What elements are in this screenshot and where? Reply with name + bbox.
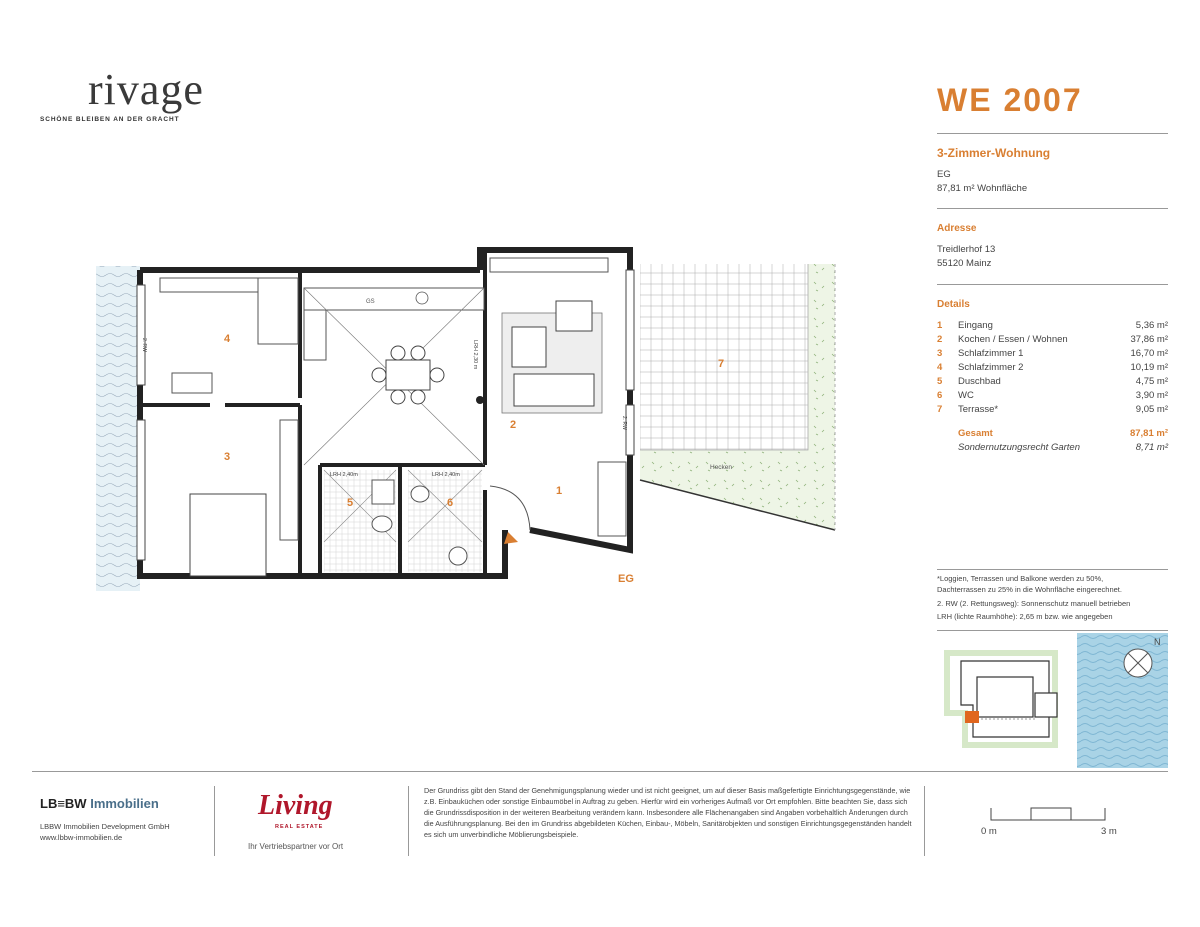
- toilet-icon: [449, 547, 467, 565]
- divider: [937, 133, 1168, 134]
- lbbw-contact: [40, 821, 170, 843]
- address-city: 55120 Mainz: [937, 258, 992, 269]
- divider: [937, 208, 1168, 209]
- north-label: N: [1154, 637, 1161, 647]
- room-number: 4: [937, 361, 943, 373]
- room-label-2: 2: [510, 419, 517, 431]
- room-row: [937, 332, 1168, 346]
- floor-plan: [90, 240, 850, 600]
- room-area: 9,05 m²: [1135, 403, 1168, 415]
- partner-text: Ihr Vertriebspartner vor Ort: [248, 842, 344, 851]
- scale-end-label: 3 m: [1101, 826, 1117, 837]
- company-website[interactable]: www.lbbw-immobilien.de: [40, 833, 123, 842]
- room-row: [937, 346, 1168, 360]
- lbbw-logo-prefix: LB≡BW: [40, 796, 87, 811]
- wardrobe: [598, 462, 626, 536]
- room-row: [937, 318, 1168, 332]
- scale-start-label: 0 m: [981, 826, 997, 837]
- room-area: 10,19 m²: [1130, 361, 1168, 373]
- room-number: 7: [937, 403, 943, 415]
- room-row: [937, 374, 1168, 388]
- room-label-4: 4: [224, 333, 231, 345]
- details-heading: Details: [937, 299, 970, 310]
- wardrobe: [280, 420, 298, 540]
- sofa: [514, 374, 594, 406]
- footer-separator: [408, 786, 409, 856]
- kitchen-counter: [304, 288, 484, 310]
- room-area: 16,70 m²: [1130, 347, 1168, 359]
- entrance-door: [490, 486, 530, 530]
- dining-table: [386, 360, 430, 390]
- unit-title: WE 2007: [937, 82, 1083, 118]
- room-label-3: 3: [224, 451, 231, 463]
- room-row: [937, 402, 1168, 416]
- divider: [937, 284, 1168, 285]
- room-row: [937, 360, 1168, 374]
- company-name: LBBW Immobilien Development GmbH: [40, 822, 170, 831]
- living-logo-sub: REAL ESTATE: [275, 824, 324, 830]
- lbbw-logo: [40, 796, 159, 811]
- gs-label: GS: [366, 299, 375, 305]
- sink-icon: [372, 480, 394, 504]
- lrh-6-label: LRH 2,40m: [432, 472, 460, 478]
- living-logo: Living: [258, 790, 333, 821]
- lrh-kitchen-label: LRH 2,30 m: [472, 340, 478, 370]
- total-area: 87,81 m²: [1129, 427, 1168, 439]
- wc-floor: [408, 470, 482, 572]
- room-area: 37,86 m²: [1130, 333, 1168, 345]
- footer-separator: [214, 786, 215, 856]
- wardrobe: [258, 278, 298, 344]
- rw-label: 2. RW: [141, 338, 147, 352]
- room-label-5: 5: [347, 497, 354, 509]
- unit-floor: EG: [937, 169, 951, 180]
- note-line: 2. RW (2. Rettungsweg): Sonnenschutz manuell betrieben: [937, 599, 1131, 608]
- note-line: *Loggien, Terrassen und Balkone werden zu 50%,: [937, 574, 1104, 583]
- garden-row: [937, 440, 1168, 454]
- desk: [172, 373, 212, 393]
- room-name: Schlafzimmer 1: [958, 347, 1024, 359]
- rivage-logo: rivage: [88, 65, 204, 114]
- armchair: [556, 301, 592, 331]
- unit-location-marker: [965, 711, 979, 723]
- rivage-tagline: SCHÖNE BLEIBEN AN DER GRACHT: [40, 116, 180, 123]
- room-number: 5: [937, 375, 943, 387]
- unit-living-area: 87,81 m² Wohnfläche: [937, 183, 1028, 194]
- rw-label: 2. RW: [621, 416, 627, 430]
- room-number: 1: [937, 319, 943, 331]
- room-number: 6: [937, 389, 943, 401]
- armchair: [512, 327, 546, 367]
- shelf: [160, 278, 260, 292]
- address-street: Treidlerhof 13: [937, 244, 996, 255]
- room-name: Kochen / Essen / Wohnen: [958, 333, 1068, 345]
- terrace-tiles: [640, 264, 808, 450]
- room-label-6: 6: [447, 497, 454, 509]
- note-line: Dachterrassen zu 25% in die Wohnfläche eingerechnet.: [937, 585, 1122, 594]
- hecken-label: Hecken: [710, 464, 733, 471]
- divider: [937, 569, 1168, 570]
- disclaimer: Der Grundriss gibt den Stand der Genehmigungsplanung wieder und ist nicht geeignet, um auf dieser Basis maßgefertigte Einrichtungsgegenstände, wie z.B. Einbauküchen oder sonstige Einbaumöbel in Auftrag zu geben. Hierfür wird ein vorheriges Aufmaß vor Ort empfohlen. Bitte beachten Sie, dass sich die Grundrissdisposition in der weiteren Bearbeitung verändern kann. Insbesondere alle Flächenangaben sind Angaben vorbehaltlich Änderungen durch die Ausführungsplanung. Bei den im Grundriss abgebildeten Küchen, Einbau-, Möbeln, Sanitärobjekten und sonstigen Einrichtungsgegenständen handelt es sich um unverbindliche Möblierungsbeispiele.: [424, 786, 912, 839]
- room-row: [937, 388, 1168, 402]
- room-name: Schlafzimmer 2: [958, 361, 1024, 373]
- garden-label: Sondernutzungsrecht Garten: [958, 441, 1080, 453]
- scale-bar: [985, 804, 1115, 824]
- room-name: Terrasse*: [958, 403, 999, 415]
- room-name: Duschbad: [958, 375, 1001, 387]
- room-name: WC: [958, 389, 974, 401]
- lrh-5-label: LRH 2,40m: [330, 472, 358, 478]
- note-line: LRH (lichte Raumhöhe): 2,65 m bzw. wie angegeben: [937, 612, 1113, 621]
- sideboard: [490, 258, 608, 272]
- room-number: 2: [937, 333, 943, 345]
- room-list: [937, 318, 1168, 454]
- sink-icon: [411, 486, 429, 502]
- footer-separator: [924, 786, 925, 856]
- room-label-7: 7: [718, 358, 725, 370]
- room-label-1: 1: [556, 485, 563, 497]
- address-heading: Adresse: [937, 223, 977, 234]
- unit-type: 3-Zimmer-Wohnung: [937, 146, 1051, 160]
- garden-area: 8,71 m²: [1135, 441, 1168, 453]
- room-number: 3: [937, 347, 943, 359]
- room-area: 3,90 m²: [1135, 389, 1168, 401]
- room-name: Eingang: [958, 319, 993, 331]
- bed: [190, 494, 266, 576]
- lbbw-logo-suffix: Immobilien: [90, 796, 159, 811]
- room-area: 4,75 m²: [1135, 375, 1168, 387]
- footer-divider: [32, 771, 1168, 772]
- floor-label: EG: [618, 573, 634, 585]
- total-row: [937, 426, 1168, 440]
- site-plan: [937, 633, 1168, 768]
- total-label: Gesamt: [958, 427, 993, 439]
- room-area: 5,36 m²: [1135, 319, 1168, 331]
- toilet-icon: [372, 516, 392, 532]
- divider: [937, 630, 1168, 631]
